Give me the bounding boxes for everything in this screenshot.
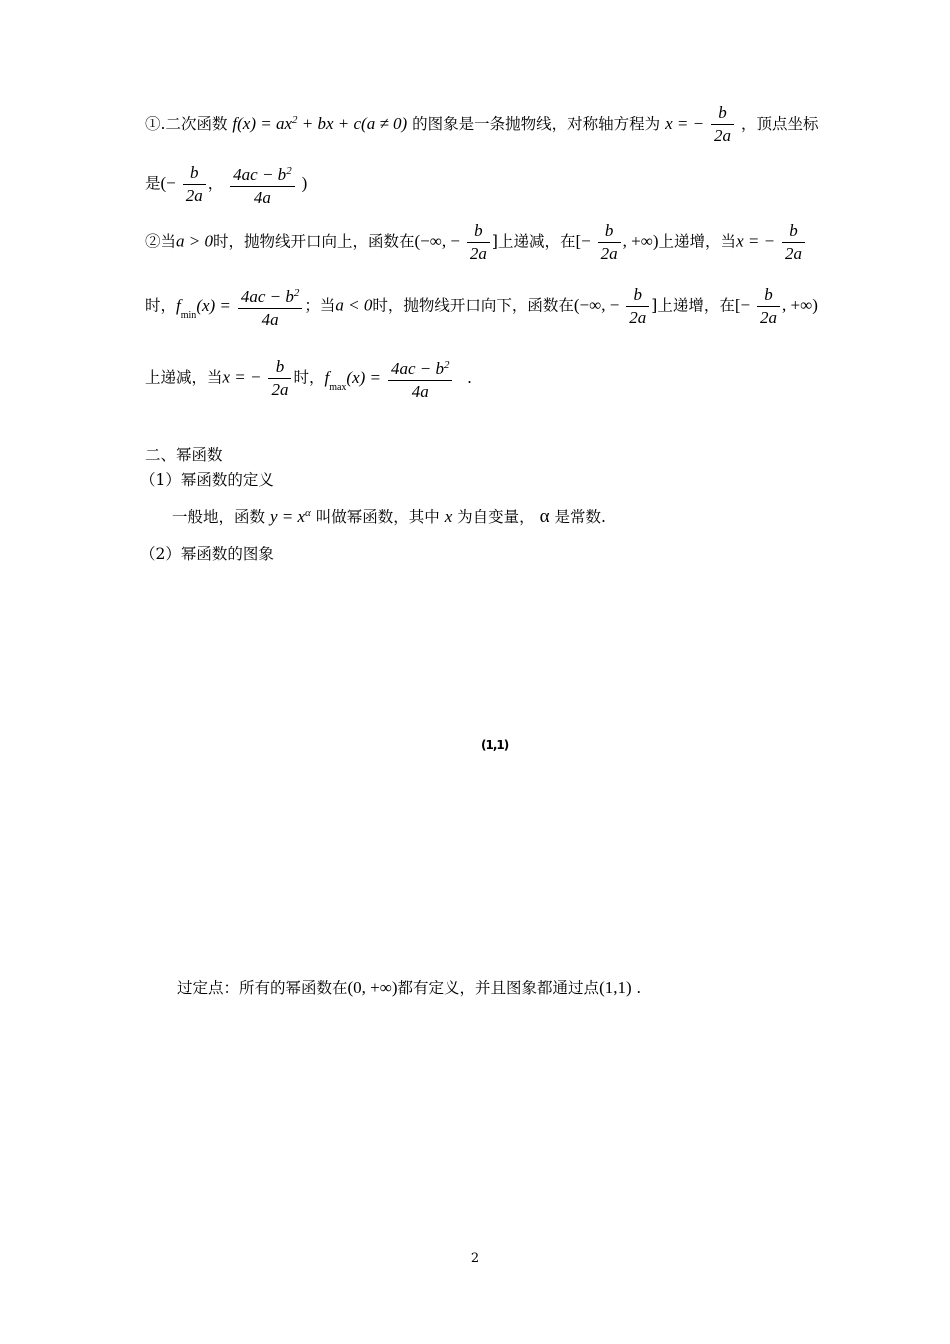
fraction-vertex-y: $\frac{4ac - b^2}{4a}$ — [238, 282, 303, 331]
interval: (−∞, − — [573, 295, 620, 315]
definition-text: 一般地，函数 — [172, 508, 266, 526]
fraction-b-2a: $\frac{b}{2a}$ — [757, 284, 780, 329]
fraction-b-2a: $\frac{b}{2a}$ — [183, 162, 206, 207]
item1-marker: ①. — [145, 115, 166, 133]
interval: [− — [575, 231, 591, 251]
x-equation: x = − — [736, 231, 776, 251]
fixed-point-line — [177, 976, 641, 998]
item2-line2 — [145, 282, 818, 331]
definition-text: 叫做幂函数，其中 — [315, 508, 440, 526]
item2-line1 — [145, 220, 807, 265]
quadratic-function: $f(x) = ax^2$ + bx + c(a ≠ 0) — [232, 114, 408, 133]
item2-text: ]上递减，在 — [491, 232, 576, 251]
section-title-power-function: 二、幂函数 — [145, 446, 223, 464]
item2-marker: ②当 — [145, 232, 177, 251]
period: . — [636, 978, 641, 997]
item1-text: 的图象是一条抛物线，对称轴方程为 — [412, 115, 661, 133]
item2-text: 时， — [145, 296, 177, 315]
definition-text: 为自变量， — [457, 508, 535, 526]
variable-x: x — [444, 507, 453, 526]
period: . — [467, 367, 472, 387]
fraction-b-2a: $\frac{b}{2a}$ — [626, 284, 649, 329]
f-min: $f_{min}(x)$ = — [176, 295, 231, 321]
axis-equation: x = − — [665, 114, 705, 133]
alpha-symbol: α — [539, 506, 550, 527]
interval: , +∞) — [622, 231, 659, 251]
item1-text: ，顶点坐标 — [740, 115, 819, 133]
item2-text: 时，抛物线开口向上，函数在 — [213, 232, 415, 251]
vertex-paren: (− — [160, 173, 176, 193]
item1-text: 二次函数 — [165, 115, 228, 133]
item1-line2 — [145, 160, 307, 209]
comma: ， — [207, 174, 224, 193]
fixed-point-text: 过定点：所有的幂函数在 — [177, 979, 348, 997]
fixed-point: (1,1) — [599, 978, 632, 997]
fraction-b-2a: $\frac{b}{2a}$ — [711, 102, 734, 147]
fraction-b-2a: $\frac{b}{2a}$ — [782, 220, 805, 265]
vertex-paren: ) — [301, 173, 308, 193]
item2-text: 时，抛物线开口向下，函数在 — [372, 296, 574, 315]
subsection-graph: （2）幂函数的图象 — [140, 545, 274, 563]
f-max: $f_{max}(x)$ = — [324, 367, 382, 393]
item1-line1 — [145, 102, 818, 147]
fraction-b-2a: $\frac{b}{2a}$ — [467, 220, 490, 265]
domain-interval: (0, +∞) — [347, 978, 398, 997]
item2-text: ]上递增，在 — [651, 296, 735, 315]
interval: (−∞, − — [414, 231, 460, 251]
item2-text: 上递增，当 — [658, 232, 737, 251]
x-equation: x = − — [222, 367, 262, 387]
item1-text: 是 — [145, 174, 161, 193]
point-label-1-1: (1,1) — [481, 738, 509, 752]
definition-line — [172, 505, 606, 528]
condition-a-negative: a < 0 — [335, 295, 373, 315]
item2-text: 时， — [293, 368, 325, 387]
fraction-b-2a: $\frac{b}{2a}$ — [268, 356, 291, 401]
item2-text: ；当 — [304, 296, 336, 315]
interval: [− — [734, 295, 751, 315]
fraction-vertex-y: $\frac{4ac - b^2}{4a}$ — [388, 354, 453, 403]
item2-line3 — [145, 354, 472, 403]
interval: , +∞) — [782, 295, 818, 315]
fixed-point-text: 都有定义，并且图象都通过点 — [397, 979, 600, 997]
item2-text: 上递减，当 — [145, 368, 223, 387]
fraction-vertex-y: $\frac{4ac - b^2}{4a}$ — [230, 160, 295, 209]
fraction-b-2a: $\frac{b}{2a}$ — [598, 220, 621, 265]
subsection-definition: （1）幂函数的定义 — [140, 471, 274, 489]
page-number: 2 — [470, 1251, 480, 1266]
condition-a-positive: a > 0 — [176, 231, 213, 251]
power-function: $y = x^\alpha$ — [269, 507, 311, 526]
definition-text: 是常数. — [554, 508, 606, 526]
